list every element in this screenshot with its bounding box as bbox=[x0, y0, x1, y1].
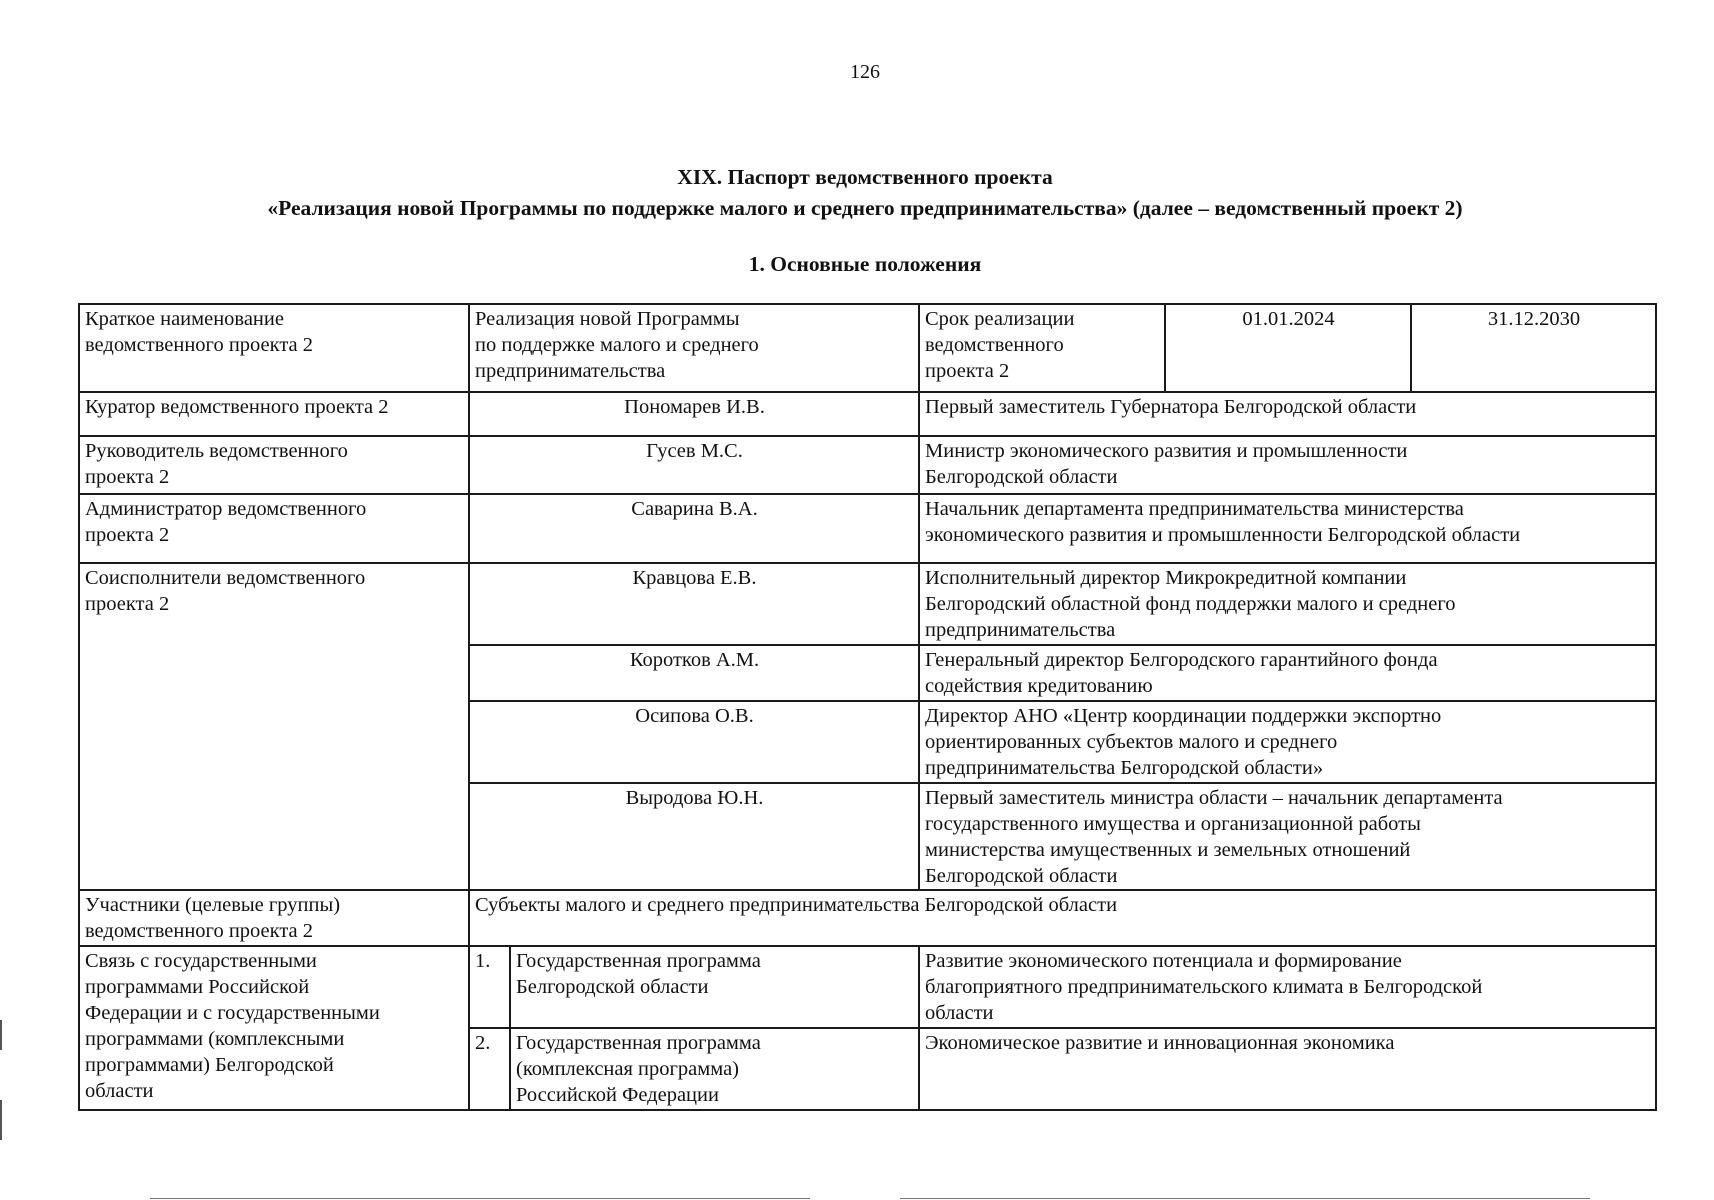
head-row bbox=[79, 436, 1656, 494]
program-type: Государственная программа Белгородской области bbox=[510, 946, 919, 1028]
coexecutor-name: Коротков А.М. bbox=[469, 645, 919, 701]
coexecutor-position: Генеральный директор Белгородского гарантийного фонда содействия кредитованию bbox=[919, 645, 1656, 701]
program-name: Развитие экономического потенциала и формирование благоприятного предпринимательского климата в Белгородской области bbox=[919, 946, 1656, 1028]
head-label: Руководитель ведомственного проекта 2 bbox=[79, 436, 469, 494]
curator-row bbox=[79, 392, 1656, 436]
coexecutor-row bbox=[79, 563, 1656, 645]
administrator-label: Администратор ведомственного проекта 2 bbox=[79, 494, 469, 563]
short-name-row bbox=[79, 304, 1656, 392]
page-number: 126 bbox=[850, 61, 880, 83]
head-position: Министр экономического развития и промышленности Белгородской области bbox=[919, 436, 1656, 494]
program-type: Государственная программа (комплексная программа) Российской Федерации bbox=[510, 1028, 919, 1110]
participants-label: Участники (целевые группы) ведомственного проекта 2 bbox=[79, 890, 469, 946]
section-title: 1. Основные положения bbox=[748, 252, 982, 276]
curator-position: Первый заместитель Губернатора Белгородской области bbox=[919, 392, 1656, 436]
term-label: Срок реализации ведомственного проекта 2 bbox=[919, 304, 1165, 392]
project-passport-table bbox=[78, 303, 1657, 1111]
coexecutor-position: Директор АНО «Центр координации поддержки экспортно ориентированных субъектов малого и среднего предпринимательства Белгородской области» bbox=[919, 701, 1656, 783]
project-full-name: «Реализация новой Программы по поддержке малого и среднего предпринимательства» (далее – ведомственный проект 2) bbox=[267, 196, 1463, 220]
program-row bbox=[79, 946, 1656, 1028]
end-date: 31.12.2030 bbox=[1411, 304, 1656, 392]
coexecutor-name: Выродова Ю.Н. bbox=[469, 783, 919, 890]
scan-artifact-edge bbox=[0, 1100, 2, 1140]
program-number: 1. bbox=[469, 946, 510, 1028]
curator-name: Пономарев И.В. bbox=[469, 392, 919, 436]
program-name: Экономическое развитие и инновационная экономика bbox=[919, 1028, 1656, 1110]
scan-artifact-line bbox=[900, 1198, 1590, 1199]
programs-label: Связь с государственными программами Российской Федерации и с государственными программами (комплексными программами) Белгородской области bbox=[79, 946, 469, 1110]
participants-row bbox=[79, 890, 1656, 946]
start-date: 01.01.2024 bbox=[1165, 304, 1411, 392]
short-name-value: Реализация новой Программы по поддержке малого и среднего предпринимательства bbox=[469, 304, 919, 392]
coexecutor-position: Первый заместитель министра области – начальник департамента государственного имущества и организационной работы министерства имущественных и земельных отношений Белгородской области bbox=[919, 783, 1656, 890]
coexecutors-label: Соисполнители ведомственного проекта 2 bbox=[79, 563, 469, 890]
scan-artifact-line bbox=[150, 1198, 810, 1199]
administrator-name: Саварина В.А. bbox=[469, 494, 919, 563]
scan-artifact-edge bbox=[0, 1020, 2, 1050]
administrator-position: Начальник департамента предпринимательства министерства экономического развития и промышленности Белгородской области bbox=[919, 494, 1656, 563]
passport-title: XIX. Паспорт ведомственного проекта bbox=[677, 165, 1053, 189]
short-name-label: Краткое наименование ведомственного проекта 2 bbox=[79, 304, 469, 392]
coexecutor-name: Осипова О.В. bbox=[469, 701, 919, 783]
participants-value: Субъекты малого и среднего предпринимательства Белгородской области bbox=[469, 890, 1656, 946]
curator-label: Куратор ведомственного проекта 2 bbox=[79, 392, 469, 436]
coexecutor-name: Кравцова Е.В. bbox=[469, 563, 919, 645]
head-name: Гусев М.С. bbox=[469, 436, 919, 494]
coexecutor-position: Исполнительный директор Микрокредитной компании Белгородский областной фонд поддержки малого и среднего предпринимательства bbox=[919, 563, 1656, 645]
administrator-row bbox=[79, 494, 1656, 563]
program-number: 2. bbox=[469, 1028, 510, 1110]
